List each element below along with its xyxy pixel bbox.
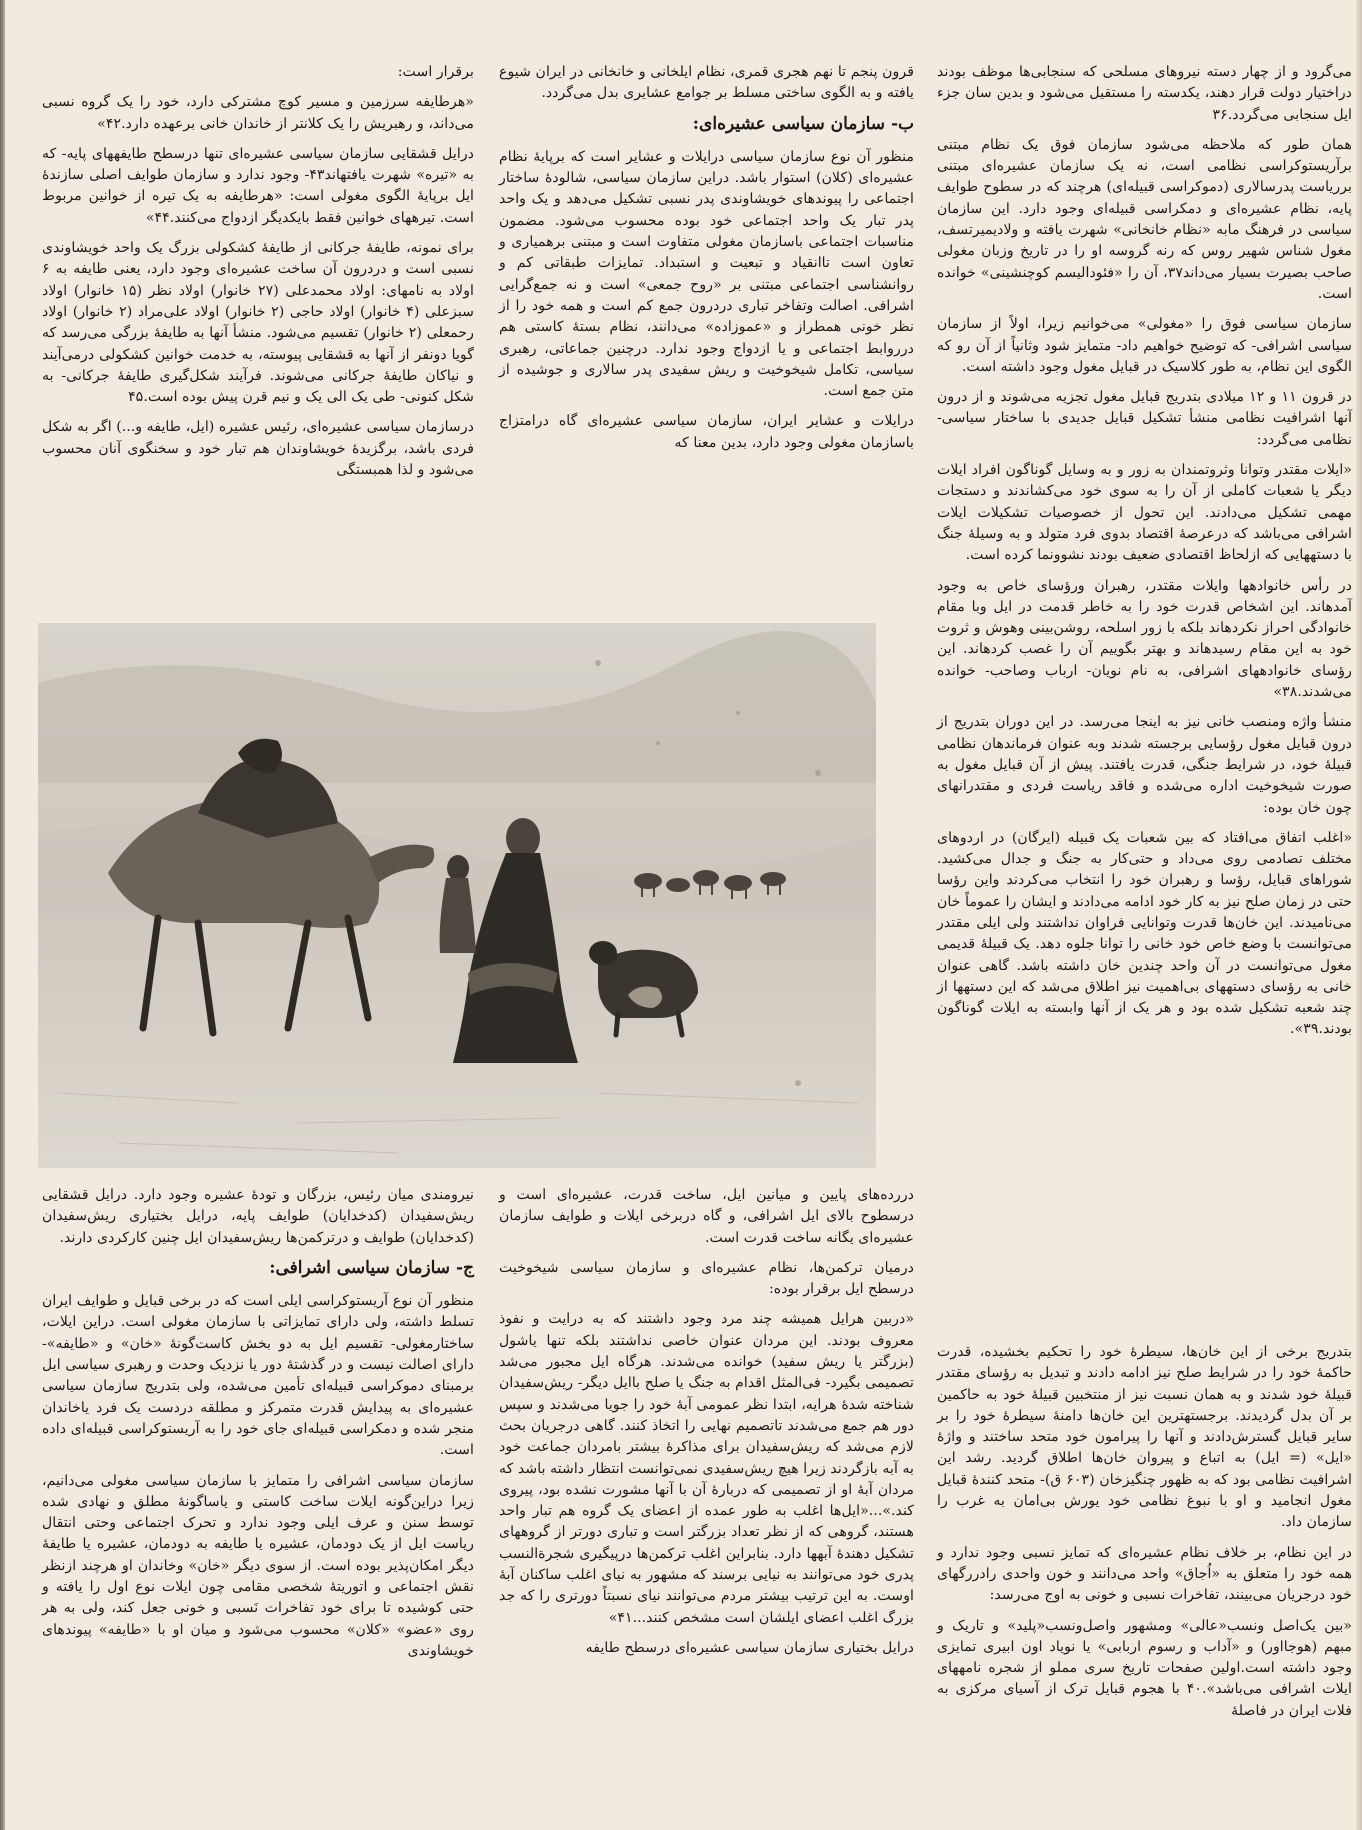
quote: در رأس خانوادهها وایلات مقتدر، رهبران ورؤسای خاص به وجود آمدهاند. این اشخاص قدرت خود را به خاطر قدمت در ایل وبا مقام خانوادگی احراز نکردهاند بلکه با زور اسلحه، روشن‌بینی وهوش و ثروت خود به این مقام رسیدهاند و بهتر بگوییم آن را غصب کردهاند. این رؤسای خانوادههای اشرافی، به نام نویان- ارباب وصاحب- خوانده می‌شدند.۳۸» — [937, 577, 1352, 701]
paragraph: درمیان ترکمن‌ها، نظام عشیره‌ای و سازمان سیاسی شیخوخیت درسطح ایل برقرار بوده: — [499, 1259, 914, 1298]
paragraph: در این نظام، بر خلاف نظام عشیره‌ای که تمایز نسبی وجود ندارد و همه خود را متعلق به «اُجاق» واحد می‌دانند و خون واحدی رادررگهای خود درجریان می‌بینند، تفاخرات نسبی و خونی به اوج می‌رسد: — [937, 1544, 1352, 1604]
quote: «اغلب اتفاق می‌افتاد که بین شعبات یک قبیله (ایرگان) در اردوهای مختلف تصادمی روی می‌داد و حتی‌کار به جنگ و جدال می‌کشید. شوراهای قبایل، رؤسا و رهبران خود را انتخاب می‌کردند واین رؤسا حتی در زمان صلح نیز به کار خود ادامه می‌دادند و ایشان را عموماً خان می‌نامیدند. این خان‌ها قدرت وتوانایی فراوان نداشتند ولی ایلی مقتدر می‌توانست با وضع خاص خود خانی را توانا جلوه دهد. یک قبیلهٔ قدیمی مغول می‌توانست در آن واحد چندین خان داشته باشد. گاهی عنوان خانی به رؤسای دستههای بی‌اهمیت نیز اطلاق می‌شد که این دستهها از چند شعبه تشکیل شده بود و هر یک از آنها وابسته به ایلات گوناگون بودند.۳۹». — [937, 829, 1352, 1038]
photo-illustration — [38, 623, 876, 1168]
paragraph: منظور آن نوع آریستوکراسی ایلی است که در برخی قبایل و طوایف ایران تسلط داشته، ولی دارای تمایزاتی با سازمان مغولی است. دراین ایلات، ساختارمغولی- تقسیم ایل به دو بخش کاست‌گونهٔ «خان» و «طایفه»- دارای اصالت نیست و در گذشتهٔ دور یا نزدیک وحدت و رهبری سیاسی ایل برمبنای دموکراسی قبیله‌ای تأمین می‌شده، ولی بتدریج سازمان سیاسی عشیره‌ای به پیدایش قدرت متمرکز و مطلقه دردست یک فرد یاخاندان منجر شده و دمکراسی قبیله‌ای جای خود را به آریستوکراسی قبیله‌ای داده است. — [42, 1293, 474, 1459]
paragraph: درایل قشقایی سازمان سیاسی عشیره‌ای تنها درسطح طایفههای پایه- که به «تیره» شهرت یافتهاند۴۳- وجود ندارد و سازمان طوایف اصلی سازندهٔ ایل برپایهٔ الگوی مغولی است: «هرطایفه به یک تیره از خوانین مربوط است. تیرههای خوانین فقط بایکدیگر ازدواج می‌کنند.۴۴» — [42, 145, 475, 226]
paragraph: همان طور که ملاحظه می‌شود سازمان فوق یک نظام مبتنی برآریستوکراسی نظامی است، نه یک سازمان عشیره‌ای مبتنی برریاست پدرسالاری (دموکراسی قبیله‌ای) هرچند که در سطوح طوایف پایه، نظام عشیره‌ای و دمکراسی قبیله‌ای وجود دارد. این سازمان سیاسی در فرهنگ مابه «نظام خانخانی» شهرت یافته و ولادیمیرتسف، مغول شناس شهیر روس که رنه گروسه او را در تاریخ وزبان مغولی صاحب بصیرت بسیار می‌داند۳۷، آن را «فئودالیسم کوچنشینی» خوانده است. — [937, 136, 1352, 302]
column-right-bottom — [937, 1342, 1352, 1731]
nomad-photograph — [38, 623, 876, 1168]
paragraph: برقرار است: — [397, 64, 474, 80]
paragraph: در قرون ۱۱ و ۱۲ میلادی بتدریج قبایل مغول تجزیه می‌شوند و از درون آنها اشرافیت نظامی منشأ تشکیل قبایل جدیدی با ساختار سیاسی- نظامی می‌گردد: — [937, 389, 1353, 448]
paragraph: نیرومندی میان رئیس، بزرگان و تودهٔ عشیره وجود دارد. درایل قشقایی ریش‌سفیدان (کدخدایان) طوایف پایه، درایل بختیاری ریش‌سفیدان (کدخدایان) طوایف و درترکمن‌ها ریش‌سفیدان ایل چنین کارکردی دارند. — [42, 1187, 474, 1246]
page-binding-left — [0, 0, 5, 1830]
paragraph: سازمان سیاسی فوق را «مغولی» می‌خوانیم زیرا، اولاً از سازمان سیاسی اشرافی- که توضیح خواهیم داد- متمایز شود وثانیاً از آن رو که الگوی این نظام، به طور کلاسیک در قبایل مغول وجود داشته است. — [937, 316, 1352, 375]
section-heading-b: ب- سازمان سیاسی عشیره‌ای: — [692, 113, 914, 134]
column-left-bottom — [42, 1185, 474, 1671]
quote: «ایلات مقتدر وتوانا وثروتمندان به زور و به وسایل گوناگون افراد ایلات دیگر یا شعبات کاملی از آن را به سوی خود می‌کشاندند و دستجات مهمی تشکیل می‌دادند. این تحول از خصوصیات تشکیلات ایلات اشرافی می‌باشد که درعرصهٔ اقتصاد بدوی فرد متولد و به وسیلهٔ جنگ با دستههایی که ازلحاظ اقتصادی ضعیف بودند نشوونما کرده است. — [937, 462, 1352, 564]
paragraph: منظور آن نوع سازمان سیاسی درایلات و عشایر است که برپایهٔ نظام عشیره‌ای (کلان) استوار باشد. دراین سازمان سیاسی، شالودهٔ ساختار اجتماعی را پیوندهای خویشاوندی پدر نسبی تشکیل می‌دهد و یک واحد پدر تبار یک واحد اجتماعی خود بوده محسوب می‌شود. مضمون مناسبات اجتماعی باسازمان مغولی متفاوت است و مبتنی برهمیاری و تعاون است تاانقیاد و تبعیت و استبداد. تمایزات طبقاتی کم و روانشناسی اجتماعی مبتنی بر «روح جمعی» است و نه جمع‌گرایی اشرافی. اصالت وتفاخر تباری دردرون جمع کم است و همه خود را از نظر خونی همطراز و «عموزاده» می‌دانند، نظام بستهٔ کاستی هم درروابط اجتماعی و یا ازدواج وجود ندارد. درچنین جماعاتی، رهبری سیاسی، تکامل شیخوخیت و ریش سفیدی پدر سالاری و جوشیده از متن جمع است. — [499, 148, 914, 400]
paragraph: برای نمونه، طایفهٔ جرکانی از طایفهٔ کشکولی بزرگ یک واحد خویشاوندی نسبی است و دردرون آن ساخت عشیره‌ای وجود دارد، یعنی طایفه به ۶ اولاد به نامهای: اولاد محمدعلی (۲۷ خانوار) اولاد نظر (۱۵ خانوار) اولاد سبزعلی (۴ خانوار) اولاد حاجی (۲ خانوار) اولاد علی‌مراد (۲ خانوار) اولاد رحمعلی (۲ خانوار) تقسیم می‌شود. منشأ آنها به طایفهٔ بزرگی می‌رسد که گویا دونفر از آنها به قشقایی پیوسته، به خدمت خوانین کشکولی درمی‌آیند و نیاکان طایفهٔ جرکانی می‌شوند. فرآیند شکل‌گیری طایفهٔ جرکانی- به شکل کنونی- طی یک الی یک و نیم قرن پیش بوده است.۴۵ — [42, 240, 475, 406]
column-left-top — [42, 62, 474, 490]
paragraph: می‌گرود و از چهار دسته نیروهای مسلحی که سنجابی‌ها موظف بودند دراختیار دولت قرار دهند، یکدسته را مستقیل می‌شود و بدین سان جزء ایل سنجابی می‌گردد.۳۶ — [937, 64, 1352, 123]
quote: «بین یک‌اصل ونسب«عالی» ومشهور واصل‌ونسب«پلید» و تاریک و مبهم (هوجااور) و «آداب و رسوم اربابی» یا نویاد اون ابیری تمایزی وجود داشته است.اولین صفحات تاریخ سری مملو از شجره نامههای ایلات اشرافی می‌باشد».۴۰ با هجوم قبایل ترک از آسیای مرکزی به فلات ایران در فاصلهٔ — [937, 1617, 1352, 1719]
column-middle-bottom — [499, 1185, 914, 1668]
paragraph: سازمان سیاسی اشرافی را متمایز با سازمان سیاسی مغولی می‌دانیم، زیرا دراین‌گونه ایلات ساخت کاستی و یاساگونهٔ مطلق و نهادی شده توسط سنن و عرف ایلی وجود ندارد و تحرک اجتماعی وحتی انتقال ریاست ایل از یک دودمان، عشیره یا طایفه به دودمان، عشیره یا طایفهٔ دیگر امکان‌پذیر بوده است. از سوی دیگر «خان» وخاندان او هرچند ازنظر نقش اجتماعی و اتوریتهٔ شخصی مقامی چون ایلات نوع اول را یافته و حتی کوشیده تا برای خود تفاخرات نَسبی و خونی جعل کند، ولی به هر روی «عضو» «کلان» محسوب می‌شود و میان او با «طایفه» پیوندهای خویشاوندی — [42, 1472, 474, 1659]
paragraph: درسازمان سیاسی عشیره‌ای، رئیس عشیره (ایل، طایفه و...) اگر به شکل فردی باشد، برگزیدهٔ خویشاوندان هم تبار خود و سخنگوی آنان محسوب می‌شود و لذا همبستگی — [42, 419, 474, 479]
column-right-top — [937, 62, 1352, 1050]
section-heading-c: ج- سازمان سیاسی اشرافی: — [269, 1257, 474, 1278]
paragraph: درایلات و عشایر ایران، سازمان سیاسی عشیره‌ای گاه درامتزاج باسازمان مغولی وجود دارد، بدین معنا که — [499, 413, 914, 451]
column-middle-top — [499, 62, 914, 463]
paragraph: بتدریج برخی از این خان‌ها، سیطرهٔ خود را تحکیم بخشیده، قدرت حاکمهٔ خود را در شرایط صلح نیز ادامه دادند و تبدیل به رؤسای مقتدر قبیلهٔ خود شدند و به همان نسبت نیز از منتخبین قبیلهٔ خود به حاکمین بر آن بدل گردیدند. برجستهترین این خان‌ها دامنهٔ سیطرهٔ خود را بر سایر قبایل گسترش‌دادند و آنها را پیرامون خود متحد ساختند و واژهٔ «ایل» (= ایل) به اتباع و پیروان خان‌ها اطلاق گردید. رشد این اشرافیت نظامی بود که به ظهور چنگیزخان (۶۰۳ ق)- متحد کنندهٔ قبایل مغول انجامید و او با نبوغ نظامی خود یورش بی‌امان به غرب را سازمان داد. — [937, 1344, 1352, 1531]
paragraph: منشأ واژه ومنصب خانی نیز به اینجا می‌رسد. در این دوران بتدریج از درون قبایل مغول رؤسایی برجسته شدند وبه عنوان فرماندهان نظامی قبیلهٔ خود، در شرایط جنگی، قدرت یافتند. پیش از آن قبایل مغول به صورت شیخوخیت اداره می‌شده و فاقد ریاست فردی و مقتدرانهای چون خان بوده: — [937, 714, 1352, 816]
paragraph: درایل بختیاری سازمان سیاسی عشیره‌ای درسطح طایفه — [585, 1639, 914, 1656]
page-binding-right — [1356, 0, 1362, 1830]
quote: «هرطایفه سرزمین و مسیر کوچ مشترکی دارد، خود را یک گروه نسبی می‌داند، و رهبریش را یک کلانتر از خاندان خانی برعهده دارد.۴۲» — [42, 94, 474, 132]
paragraph: دررده‌های پایین و میانین ایل، ساخت قدرت، عشیره‌ای است و درسطوح بالای ایل اشرافی، و گاه دربرخی ایلات و طوایف سازمان عشیره‌ای یگانه ساخت قدرت است. — [499, 1187, 914, 1246]
quote: «دربین هرایل همیشه چند مرد وجود داشتند که به درایت و نفوذ معروف بودند. این مردان عنوان خاصی نداشتند بلکه تنها یاشول (بزرگتر یا ریش سفید) خوانده می‌شدند. هرگاه ایل مجبور می‌شد تصمیمی بگیرد- فی‌المثل اقدام به جنگ یا صلح باایل دیگر- ریش‌سفیدان شناخته شدهٔ هرایه، ابتدا نظر عمومی آبهٔ خود را جویا می‌شدند و سپس دور هم جمع می‌شدند تاتصمیم نهایی را اتخاذ کنند. گاهی درجریان بحث لازم می‌شد که ریش‌سفیدان برای مذاکرهٔ بیشتر بامردان جماعت خود به آبه بازگردند زیرا هیچ ریش‌سفیدی نمی‌توانست انتظار داشته باشد که مردان آبهٔ او از تصمیمی که دربارهٔ آن با آنها مشورت نشده بود، پیروی کند.»...«ایل‌ها اغلب به طور عمده از اعضای یک گروه هم تبار واحد هستند، گروهی که از نظر تعداد بزرگتر است و تباری دورتر از گروههای تشکیل دهندهٔ آبهها دارد. بنابراین اغلب ترکمن‌ها درپیگیری شجرةالنسب پدری خود می‌توانند به نیایی برسند که مشهور به نیای اغلب ساکنان آبهٔ اوست. به این ترتیب بیشتر مردم می‌توانند نیای نسبتاً دورتری را که جد بزرگ اغلب اعضای ایلشان است مشخص کنند...۴۱» — [499, 1311, 914, 1626]
paragraph: قرون پنجم تا نهم هجری قمری، نظام ایلخانی و خانخانی در ایران شیوع یافته و به الگوی ساختی مسلط بر جوامع عشایری بدل می‌گردد. — [499, 64, 914, 102]
